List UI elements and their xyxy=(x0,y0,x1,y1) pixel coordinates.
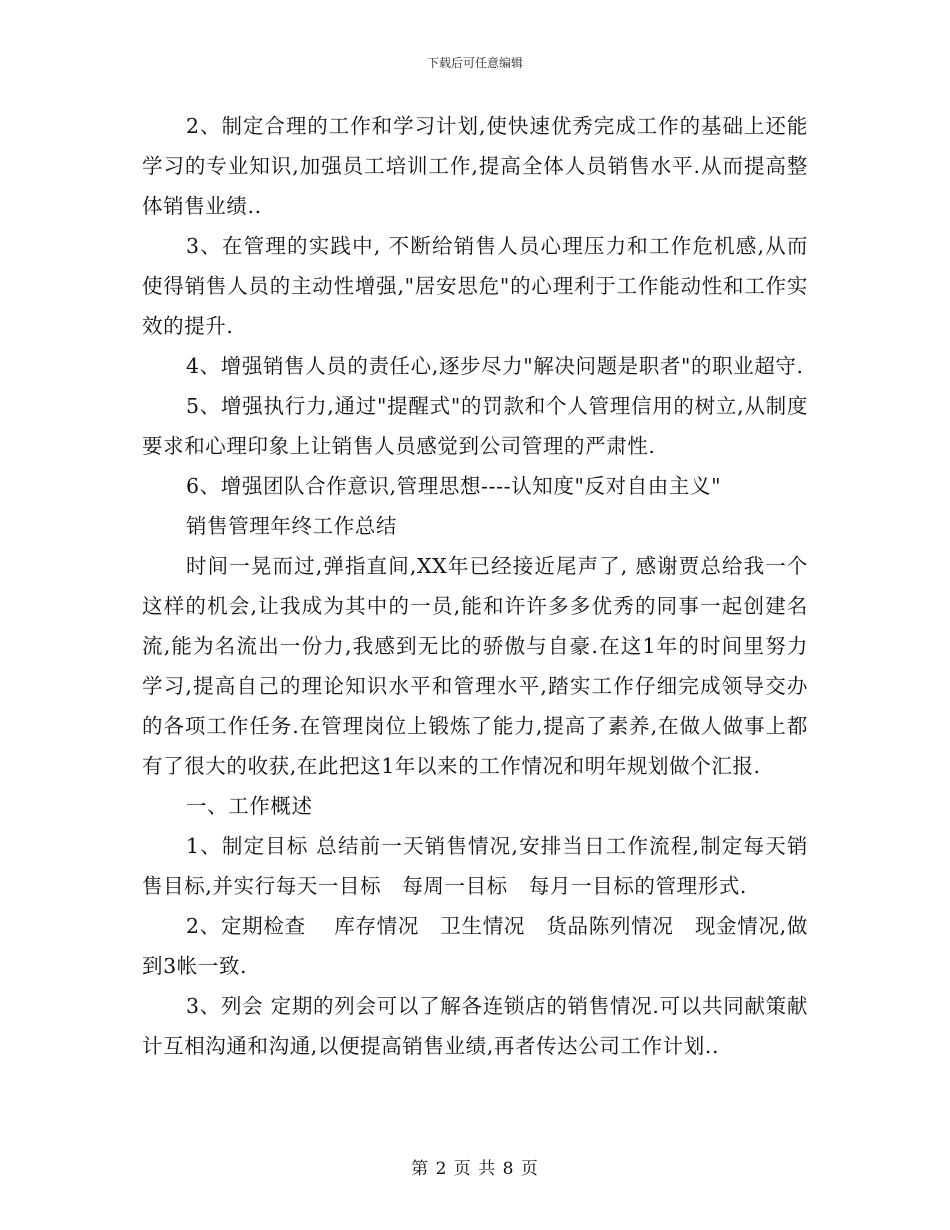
paragraph-item-5: 5、增强执行力,通过"提醒式"的罚款和个人管理信用的树立,从制度要求和心理印象上让销售人员感觉到公司管理的严肃性. xyxy=(142,394,808,458)
paragraph-item-2: 2、制定合理的工作和学习计划,使快速优秀完成工作的基础上还能学习的专业知识,加强员工培训工作,提高全体人员销售水平.从而提高整体销售业绩.. xyxy=(142,114,808,218)
overview-item-1: 1、制定目标 总结前一天销售情况,安排当日工作流程,制定每天销售目标,并实行每天一目标 每周一目标 每月一目标的管理形式. xyxy=(142,834,808,898)
paragraph-item-4: 4、增强销售人员的责任心,逐步尽力"解决问题是职者"的职业超守. xyxy=(186,354,804,378)
page-number-footer: 第 2 页 共 8 页 xyxy=(411,1159,539,1179)
overview-item-3: 3、列会 定期的列会可以了解各连锁店的销售情况.可以共同献策献计互相沟通和沟通,以便提高销售业绩,再者传达公司工作计划.. xyxy=(142,994,808,1058)
paragraph-item-3: 3、在管理的实践中, 不断给销售人员心理压力和工作危机感,从而使得销售人员的主动性增强,"居安思危"的心理利于工作能动性和工作实效的提升. xyxy=(142,234,808,338)
paragraph-item-6: 6、增强团队合作意识,管理思想----认知度"反对自由主义" xyxy=(186,474,722,498)
page-header-note: 下载后可任意编辑 xyxy=(426,56,523,70)
intro-paragraph: 时间一晃而过,弹指直间,XX年已经接近尾声了, 感谢贾总给我一个这样的机会,让我成为其中的一员,能和许许多多优秀的同事一起创建名流,能为名流出一份力,我感到无比的骄傲与自豪.在这1年的时间里努力学习,提高自己的理论知识水平和管理水平,踏实工作仔细完成领导交办的各项工作任务.在管理岗位上锻炼了能力,提高了素养,在做人做事上都有了很大的收获,在此把这1年以来的工作情况和明年规划做个汇报. xyxy=(142,554,808,778)
section-title: 销售管理年终工作总结 xyxy=(186,514,397,538)
section-heading-work-overview: 一、工作概述 xyxy=(186,794,313,818)
document-body xyxy=(142,106,808,1066)
overview-item-2: 2、定期检查 库存情况 卫生情况 货品陈列情况 现金情况,做到3帐一致. xyxy=(142,914,808,978)
